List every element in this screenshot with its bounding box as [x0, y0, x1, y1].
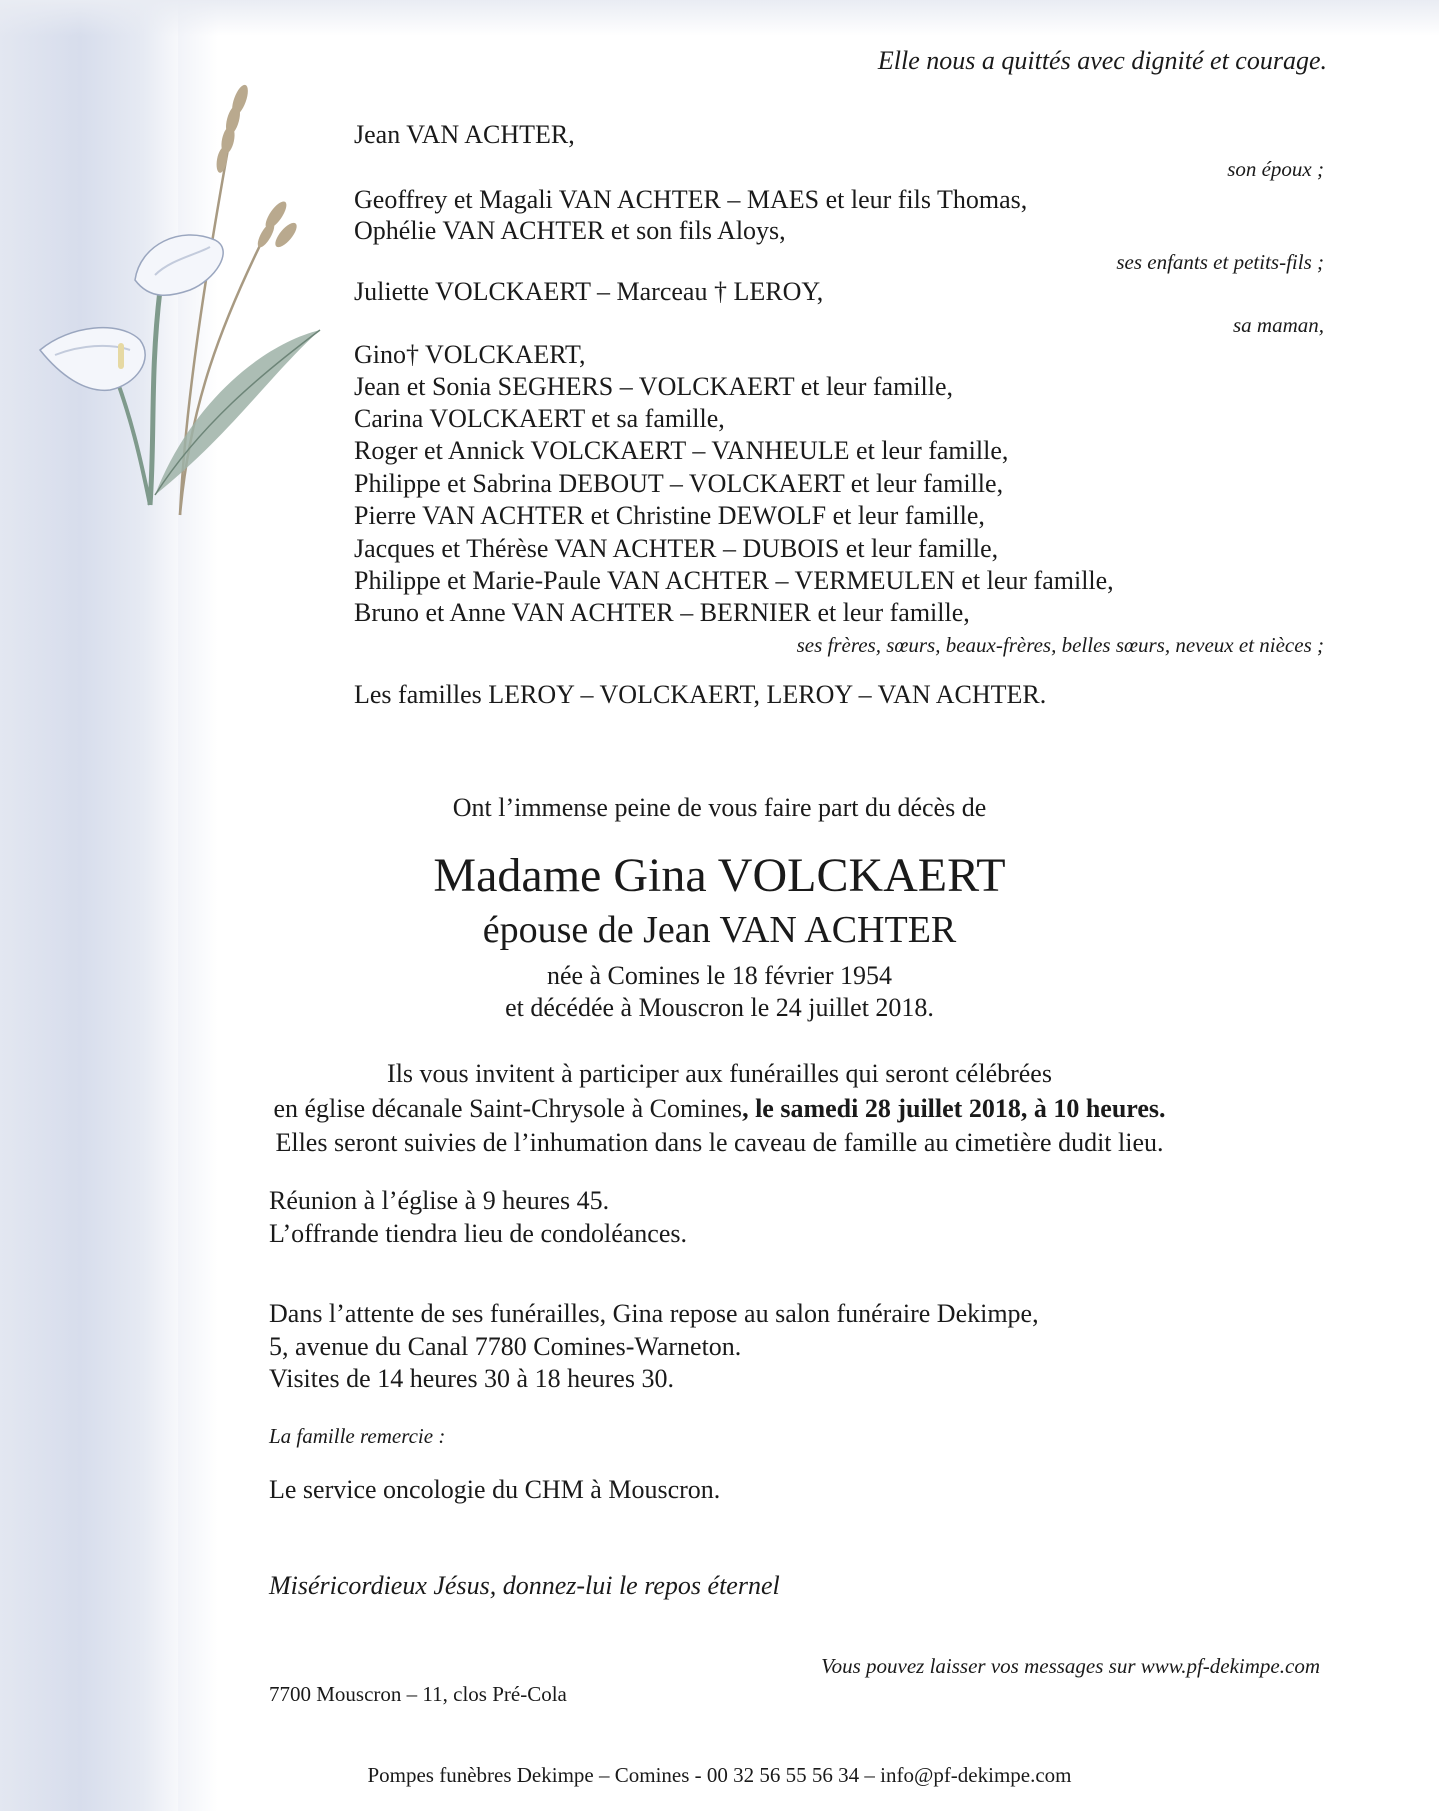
children-role: ses enfants et petits-fils ; — [1116, 250, 1324, 274]
top-shadow — [0, 0, 1439, 36]
sibling-line: Gino† VOLCKAERT, — [354, 340, 586, 369]
spouse-of: épouse de Jean VAN ACHTER — [482, 909, 957, 951]
spouse-name: Jean VAN ACHTER, — [354, 120, 575, 149]
announcement-intro: Ont l’immense peine de vous faire part du décès de — [452, 793, 987, 822]
child-line: Ophélie VAN ACHTER et son fils Aloys, — [354, 216, 786, 245]
siblings-role: ses frères, sœurs, beaux-frères, belles sœurs, neveux et nièces ; — [796, 633, 1324, 657]
child-line: Geoffrey et Magali VAN ACHTER – MAES et leur fils Thomas, — [354, 185, 1028, 214]
families-line: Les familles LEROY – VOLCKAERT, LEROY – VAN ACHTER. — [354, 680, 1047, 709]
rest-line-1: Dans l’attente de ses funérailles, Gina repose au salon funéraire Dekimpe, — [269, 1299, 1039, 1328]
calla-lily-illustration — [30, 75, 330, 575]
death-line: et décédée à Mouscron le 24 juillet 2018. — [505, 993, 934, 1022]
funeral-line-2 — [0, 1094, 1439, 1124]
address-line: 7700 Mouscron – 11, clos Pré-Cola — [269, 1682, 567, 1706]
sibling-line: Pierre VAN ACHTER et Christine DEWOLF et leur famille, — [354, 501, 985, 530]
sibling-line: Philippe et Sabrina DEBOUT – VOLCKAERT et leur famille, — [354, 469, 1004, 498]
deceased-name: Madame Gina VOLCKAERT — [433, 849, 1006, 902]
birth-line: née à Comines le 18 février 1954 — [546, 961, 893, 990]
funeral-separator: , le — [742, 1094, 781, 1123]
sibling-line: Philippe et Marie-Paule VAN ACHTER – VERMEULEN et leur famille, — [354, 566, 1114, 595]
mother-role: sa maman, — [1232, 313, 1324, 337]
footer-funeral-home: Pompes funèbres Dekimpe – Comines - 00 32 56 55 56 34 – info@pf-dekimpe.com — [367, 1763, 1072, 1787]
funeral-date-time: samedi 28 juillet 2018, à 10 heures. — [780, 1094, 1166, 1123]
mother-line: Juliette VOLCKAERT – Marceau † LEROY, — [354, 277, 824, 306]
epigraph: Elle nous a quittés avec dignité et courage. — [877, 46, 1327, 75]
funeral-line-3: Elles seront suivies de l’inhumation dans le caveau de famille au cimetière dudit lieu. — [275, 1128, 1164, 1157]
prayer: Miséricordieux Jésus, donnez-lui le repos éternel — [269, 1571, 780, 1600]
visits-line: Visites de 14 heures 30 à 18 heures 30. — [269, 1364, 674, 1393]
rest-line-2: 5, avenue du Canal 7780 Comines-Warneton. — [269, 1332, 742, 1361]
sibling-line: Bruno et Anne VAN ACHTER – BERNIER et leur famille, — [354, 598, 970, 627]
thanks-line: Le service oncologie du CHM à Mouscron. — [269, 1475, 721, 1504]
offering-line: L’offrande tiendra lieu de condoléances. — [269, 1219, 687, 1248]
sibling-line: Jean et Sonia SEGHERS – VOLCKAERT et leur famille, — [354, 372, 954, 401]
thanks-heading: La famille remercie : — [269, 1424, 446, 1448]
sibling-line: Jacques et Thérèse VAN ACHTER – DUBOIS et leur famille, — [354, 534, 999, 563]
meeting-line: Réunion à l’église à 9 heures 45. — [269, 1186, 610, 1215]
sibling-line: Roger et Annick VOLCKAERT – VANHEULE et leur famille, — [354, 436, 1009, 465]
church-name: en église décanale Saint-Chrysole à Comines — [273, 1094, 743, 1123]
sibling-line: Carina VOLCKAERT et sa famille, — [354, 404, 725, 433]
messages-line: Vous pouvez laisser vos messages sur www.pf-dekimpe.com — [821, 1654, 1320, 1678]
spouse-role: son époux ; — [1227, 157, 1324, 181]
funeral-line-1: Ils vous invitent à participer aux funérailles qui seront célébrées — [387, 1059, 1052, 1088]
